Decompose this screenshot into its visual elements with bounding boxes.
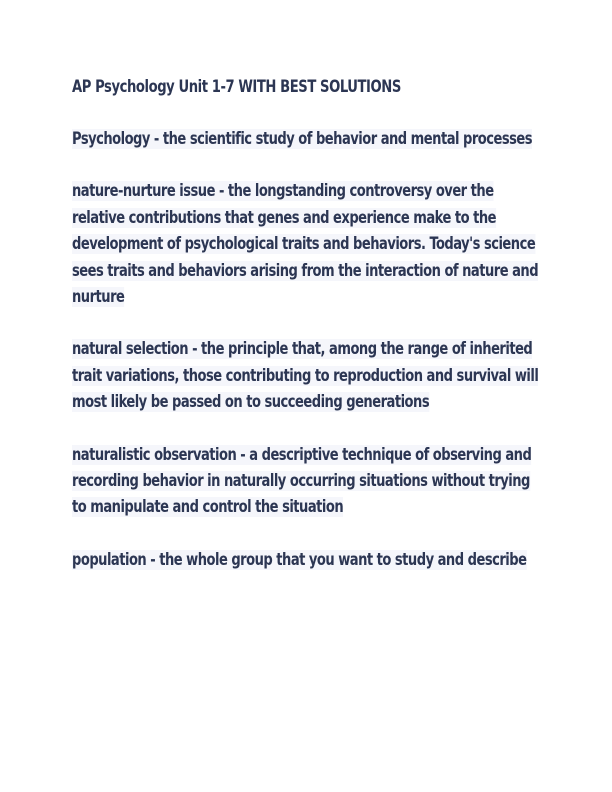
definition-entry-naturalistic-observation: [72, 442, 542, 521]
definition-entry-psychology: [72, 126, 542, 152]
definition-text: natural selection - the principle that, among the range of inherited trait variations, those contributing to reproduction and survival will most likely be passed on to succeeding generations: [72, 339, 539, 413]
definition-text: Psychology - the scientific study of behavior and mental processes: [72, 129, 533, 149]
document-title: AP Psychology Unit 1-7 WITH BEST SOLUTIONS: [72, 77, 401, 97]
definition-entry-population: [72, 547, 542, 573]
definition-entry-nature-nurture: [72, 178, 542, 310]
definition-text: nature-nurture issue - the longstanding controversy over the relative contributions that genes and experience make to the development of psychological traits and behaviors. Today's science sees traits and behaviors arising from the interaction of nature and nurture: [72, 181, 539, 308]
definition-text: population - the whole group that you want to study and describe: [72, 549, 527, 570]
definition-entry-natural-selection: [72, 336, 542, 415]
document-content: [72, 74, 542, 599]
definition-text: naturalistic observation - a descriptive technique of observing and recording behavior in naturally occurring situations without trying to manipulate and control the situation: [72, 444, 532, 518]
